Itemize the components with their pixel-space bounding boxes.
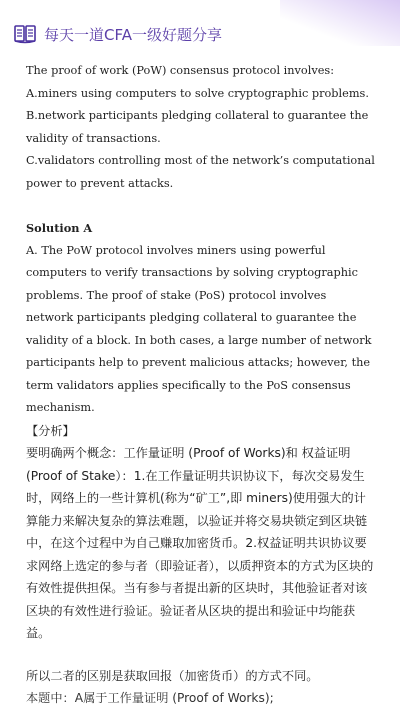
question-stem: The proof of work (PoW) consensus protocol involves:	[26, 64, 335, 77]
spacer	[26, 645, 376, 665]
book-icon	[14, 24, 36, 44]
spacer	[26, 195, 376, 217]
analysis-conclusion: 所以二者的区别是获取回报（加密货币）的方式不同。	[26, 668, 319, 683]
page-header	[14, 22, 222, 46]
solution-heading: Solution A	[26, 221, 93, 235]
solution-text: A. The PoW protocol involves miners using powerful computers to verify transactions by solving cryptographic problems. The proof of stake (PoS) protocol involves network participants pledging collateral to guarantee the validity of a block. In both cases, a large number of network participants help to prevent malicious attacks; however, the term validators applies specifically to the PoS consensus mechanism.	[26, 243, 372, 414]
option-a: A.miners using computers to solve cryptographic problems.	[26, 86, 369, 100]
analysis-paragraph: 要明确两个概念：工作量证明 (Proof of Works)和 权益证明(Proof of Stake）：1.在工作量证明共识协议下，每次交易发生时，网络上的一些计算机(称为“矿工”,即 miners)使用强大的计算能力来解决复杂的算法难题，以验证并将交易块锁定到区块链中，在这个过程中为自己赚取加密货币。2.权益证明共识协议要求网络上选定的参与者（即验证者），以质押资本的方式为区块的有效性提供担保。当有参与者提出新的区块时，其他验证者对该区块的有效性进行验证。验证者从区块的提出和验证中均能获益。	[26, 446, 374, 640]
header-corner-decoration	[280, 0, 400, 46]
analysis-answer-note: 本题中：A属于工作量证明 (Proof of Works);	[26, 691, 274, 705]
article-body	[26, 60, 376, 710]
option-c: C.validators controlling most of the network’s computational power to prevent attacks.	[26, 154, 375, 190]
page-title: 每天一道CFA一级好题分享	[44, 25, 222, 44]
option-b: B.network participants pledging collateral to guarantee the validity of transactions.	[26, 109, 369, 145]
analysis-heading: 【分析】	[26, 423, 75, 438]
